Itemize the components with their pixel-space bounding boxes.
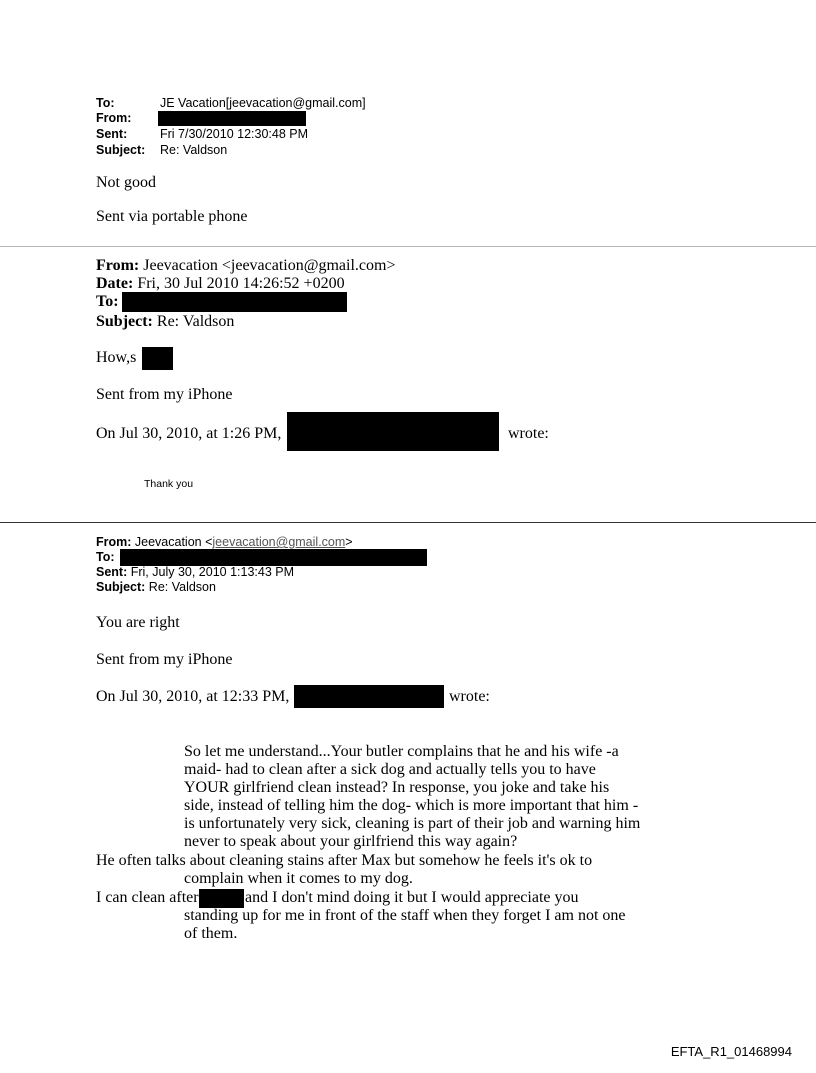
quote-line: So let me understand...Your butler complains that he and his wife -a <box>184 743 619 760</box>
email2-to-row <box>96 293 119 311</box>
subject-label: Subject: <box>96 313 153 330</box>
email2-date-row <box>96 275 345 293</box>
quote-line: YOUR girlfriend clean instead? In response, you joke and take his <box>184 779 610 796</box>
sent-value: Fri, July 30, 2010 1:13:43 PM <box>130 565 295 579</box>
quote-line: maid- had to clean after a sick dog and actually tells you to have <box>184 761 596 778</box>
date-label: Date: <box>96 275 134 292</box>
quote-para3-line3: of them. <box>184 925 238 942</box>
email2-subject-row <box>96 313 234 331</box>
email3-sent-row <box>96 565 294 579</box>
email2-quoted-text: Thank you <box>144 478 194 490</box>
subject-label: Subject: <box>96 143 146 157</box>
quote-para2-line2: complain when it comes to my dog. <box>184 870 413 887</box>
from-close: > <box>345 535 353 549</box>
from-label: From: <box>96 535 132 549</box>
email-link[interactable]: jeevacation@gmail.com <box>212 535 346 549</box>
email3-wrote-prefix: On Jul 30, 2010, at 12:33 PM, <box>96 688 290 705</box>
redaction-bar <box>294 685 444 708</box>
email2-from-row <box>96 257 395 275</box>
email2-wrote-prefix: On Jul 30, 2010, at 1:26 PM, <box>96 425 282 442</box>
email1-body-line2: Sent via portable phone <box>96 208 248 225</box>
quote-para3-prefix: I can clean after <box>96 889 199 906</box>
to-label: To: <box>96 293 119 310</box>
redaction-bar <box>158 111 306 126</box>
to-value: JE Vacation[jeevacation@gmail.com] <box>160 96 366 110</box>
from-value: Jeevacation <jeevacation@gmail.com> <box>143 257 396 274</box>
email3-subject-row <box>96 580 216 594</box>
divider <box>0 522 816 523</box>
from-label: From: <box>96 111 132 125</box>
email2-body-line1: How,s <box>96 349 137 366</box>
from-name: Jeevacation < <box>134 535 213 549</box>
document-id: EFTA_R1_01468994 <box>670 1044 792 1059</box>
quote-para3-suffix: and I don't mind doing it but I would appreciate you <box>245 889 579 906</box>
redaction-bar <box>122 292 347 312</box>
email2-body-line2: Sent from my iPhone <box>96 386 233 403</box>
date-value: Fri, 30 Jul 2010 14:26:52 +0200 <box>137 275 345 292</box>
quote-line: is unfortunately very sick, cleaning is part of their job and warning him <box>184 815 641 832</box>
redaction-bar <box>120 549 427 566</box>
divider <box>0 246 816 247</box>
email3-wrote-suffix: wrote: <box>449 688 490 705</box>
quote-line: side, instead of telling him the dog- which is more important that him - <box>184 797 639 814</box>
to-label: To: <box>96 550 115 564</box>
sent-label: Sent: <box>96 565 128 579</box>
sent-value: Fri 7/30/2010 12:30:48 PM <box>160 127 309 141</box>
quote-line: never to speak about your girlfriend this way again? <box>184 833 518 850</box>
subject-value: Re: Valdson <box>148 580 216 594</box>
subject-value: Re: Valdson <box>160 143 228 157</box>
from-label: From: <box>96 257 140 274</box>
quote-para2-line1: He often talks about cleaning stains after Max but somehow he feels it's ok to <box>96 852 593 869</box>
email1-body-line1: Not good <box>96 174 156 191</box>
email3-body-line2: Sent from my iPhone <box>96 651 233 668</box>
email3-body-line1: You are right <box>96 614 180 631</box>
email3-from-row <box>96 535 353 549</box>
email3-to-row <box>96 550 115 564</box>
sent-label: Sent: <box>96 127 128 141</box>
email2-wrote-suffix: wrote: <box>508 425 549 442</box>
quote-para3-line2: standing up for me in front of the staff when they forget I am not one <box>184 907 626 924</box>
redaction-bar <box>142 347 173 370</box>
subject-value: Re: Valdson <box>156 313 235 330</box>
redaction-bar <box>287 412 499 451</box>
redaction-bar <box>199 889 244 908</box>
subject-label: Subject: <box>96 580 146 594</box>
to-label: To: <box>96 96 115 110</box>
